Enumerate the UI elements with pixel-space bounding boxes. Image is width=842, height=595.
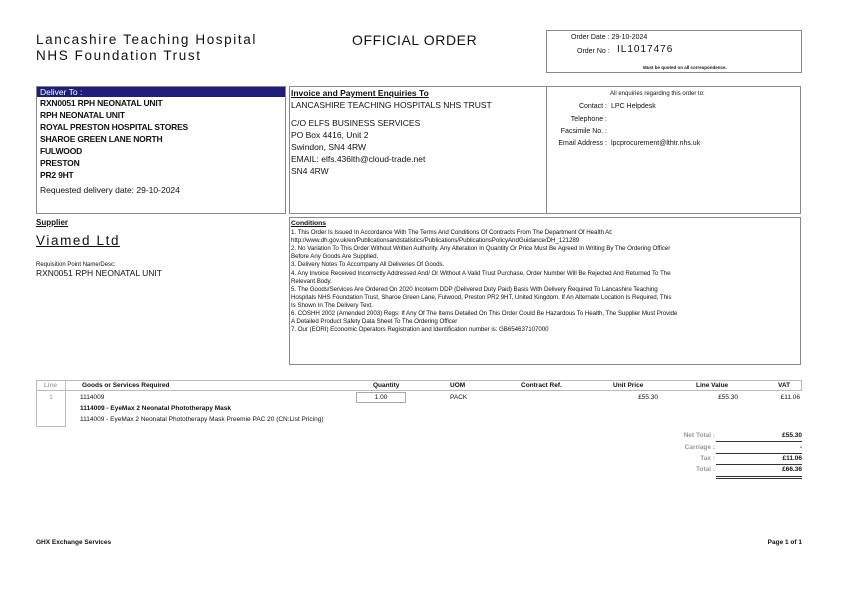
conditions-box: [289, 217, 801, 365]
invoice-line: EMAIL: elfs.436lth@cloud-trade.net: [291, 154, 426, 164]
contact-note: All enquiries regarding this order to:: [610, 91, 705, 97]
header-uom: UOM: [450, 382, 466, 389]
condition-line: Is Shown In The Delivery Text.: [291, 301, 373, 309]
deliver-line: PR2 9HT: [40, 170, 74, 180]
deliver-to-heading: Deliver To :: [37, 87, 285, 97]
row-code: 1114009: [80, 394, 105, 401]
deliver-line: ROYAL PRESTON HOSPITAL STORES: [40, 122, 189, 132]
row-line-value: £55.30: [718, 394, 738, 401]
invoice-line: LANCASHIRE TEACHING HOSPITALS NHS TRUST: [291, 100, 492, 110]
total-rule: [716, 441, 802, 442]
invoice-line: C/O ELFS BUSINESS SERVICES: [291, 118, 421, 128]
document-title: OFFICIAL ORDER: [352, 32, 478, 48]
invoice-box: [289, 86, 801, 214]
condition-line: 7. Our (EORI) Economic Operators Registration and Identification number is: GB654637107000: [291, 326, 549, 334]
header-line-value: Line Value: [696, 382, 729, 389]
condition-line: Relevant Body.: [291, 277, 332, 285]
header-line: Line: [36, 381, 66, 390]
header-goods: Goods or Services Required: [82, 382, 170, 389]
page-number: Page 1 of 1: [767, 539, 802, 546]
total-rule: [716, 464, 802, 465]
order-date: Order Date : 29-10-2024: [571, 34, 648, 41]
supplier-heading: Supplier: [36, 218, 69, 227]
tax-label: Tax :: [700, 455, 715, 462]
deliver-line: RPH NEONATAL UNIT: [40, 110, 125, 120]
row-line-number: 1: [49, 394, 53, 401]
deliver-line: SHAROE GREEN LANE NORTH: [40, 134, 163, 144]
condition-line: 4. Any Invoice Received Incorrectly Addressed And/ Or Without A Valid Trust Purchase, Order Number Will Be Rejected And Returned To The: [291, 269, 671, 277]
row-uom: PACK: [450, 394, 468, 401]
requisition-label: Requisition Point Name/Desc:: [36, 262, 116, 268]
deliver-line: FULWOOD: [40, 146, 83, 156]
total-rule: [716, 476, 802, 477]
order-number: IL1017476: [617, 44, 674, 55]
invoice-line: Swindon, SN4 4RW: [291, 142, 366, 152]
invoice-line: PO Box 4416, Unit 2: [291, 130, 369, 140]
condition-line: 1. This Order Is Issued In Accordance With The Terms And Conditions Of Contracts From The Department Of Health At:: [291, 229, 613, 237]
row-vat: £11.06: [780, 394, 800, 401]
header-quantity: Quantity: [373, 382, 400, 389]
deliver-to-box: [36, 86, 286, 214]
hospital-name-line2: NHS Foundation Trust: [36, 48, 202, 63]
header-contract: Contract Ref.: [521, 382, 562, 389]
total-rule: [716, 453, 802, 454]
email-label: Email Address :: [558, 140, 607, 147]
grand-total-label: Total :: [695, 466, 715, 473]
deliver-line: PRESTON: [40, 158, 80, 168]
contact-label: Contact :: [578, 103, 607, 110]
grand-total-value: £66.36: [782, 466, 802, 473]
order-number-label: Order No :: [577, 48, 610, 55]
condition-line: 5. The Goods/Services Are Ordered On 2020 Incoterm DDP (Delivered Duty Paid) Basis With Delivery Required To Lancashire Teaching: [291, 285, 658, 293]
order-info-box: [546, 30, 802, 73]
row-quantity: 1.00: [374, 394, 388, 401]
requested-delivery-date: Requested delivery date: 29-10-2024: [40, 185, 180, 195]
supplier-name: Viamed Ltd: [36, 233, 121, 248]
invoice-line: SN4 4RW: [291, 166, 329, 176]
row-unit-price: £55.30: [638, 394, 658, 401]
net-total-value: £55.30: [782, 432, 802, 439]
contact-value: LPC Helpdesk: [611, 103, 656, 110]
row-description: 1114009 - EyeMax 2 Neonatal Phototherapy Mask: [80, 405, 232, 412]
header-unit-price: Unit Price: [613, 382, 644, 389]
condition-line: 2. No Variation To This Order Without Written Authority. Any Alteration In Quantity Or Price Must Be Agreed In Writing By The Ordering Officer: [291, 245, 671, 253]
carriage-value: -: [799, 444, 802, 451]
condition-line: Hospitals NHS Foundation Trust, Sharoe Green Lane, Fulwood, Preston PR2 9HT, United Kingdom. If An Alternate Location Is Required, This: [291, 293, 672, 301]
condition-line: Before Any Goods Are Supplied.: [291, 253, 379, 261]
footer-left: GHX Exchange Services: [36, 539, 112, 546]
condition-line: http://www.dh.gov.uk/en/Publicationsandstatistics/Publications/PublicationsPolicyAndGuidance/DH_121289: [291, 237, 580, 245]
tax-value: £11.06: [782, 455, 802, 462]
conditions-heading: Conditions: [291, 220, 326, 227]
row-description-detail: 1114009 - EyeMax 2 Neonatal Phototherapy Mask Preemie PAC 20 (CN:List Pricing): [80, 416, 324, 423]
telephone-label: Telephone :: [570, 116, 607, 123]
invoice-heading: Invoice and Payment Enquiries To: [291, 88, 429, 98]
header-vat: VAT: [778, 382, 791, 389]
hospital-name-line1: Lancashire Teaching Hospital: [36, 32, 257, 47]
deliver-line: RXN0051 RPH NEONATAL UNIT: [40, 98, 163, 108]
condition-line: 3. Delivery Notes To Accompany All Deliveries Of Goods.: [291, 261, 445, 269]
carriage-label: Carriage :: [684, 444, 715, 451]
requisition-value: RXN0051 RPH NEONATAL UNIT: [36, 268, 162, 278]
condition-line: A Detailed Product Safety Data Sheet To The Ordering Officer: [291, 318, 458, 326]
facsimile-label: Facsimile No. :: [560, 128, 607, 135]
total-double-rule: [716, 478, 802, 479]
net-total-label: Net Total :: [683, 432, 715, 439]
email-value: lpcprocurement@lthtr.nhs.uk: [611, 140, 701, 147]
condition-line: 6. COSHH 2002 (Amended 2003) Regs: If Any Of The Items Detailed On This Order Could Be Hazardous To Health, The Supplier Must Provide: [291, 310, 678, 318]
order-number-note: Must be quoted on all correspondence.: [643, 65, 727, 70]
